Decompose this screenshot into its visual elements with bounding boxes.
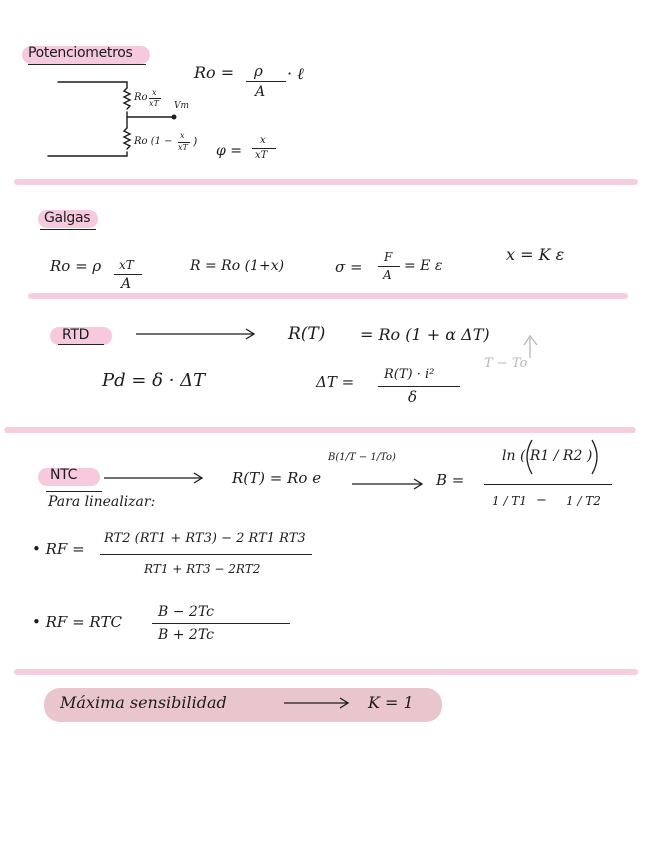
ntc-rf2-num: B − 2Tc bbox=[158, 604, 214, 620]
section-title-galgas: Galgas bbox=[44, 210, 91, 226]
title-underline bbox=[46, 491, 102, 492]
pot-phi-num: x bbox=[260, 135, 266, 146]
title-underline bbox=[28, 64, 146, 65]
pot-formula-lhs: Ro = bbox=[194, 63, 235, 82]
pot-phi-frac bbox=[252, 148, 276, 149]
footer-result: K = 1 bbox=[368, 693, 414, 712]
rtd-rt: R(T) bbox=[288, 324, 326, 344]
section-title-ntc: NTC bbox=[50, 467, 78, 483]
galgas-ro-num: xT bbox=[119, 258, 134, 272]
galgas-x-eq: x = K ε bbox=[506, 245, 565, 264]
rtd-dt-lhs: ΔT = bbox=[316, 373, 355, 391]
pot-phi-den: xT bbox=[255, 150, 268, 161]
ntc-rf1-den: RT1 + RT3 − 2RT2 bbox=[144, 562, 261, 576]
ntc-b-frac bbox=[484, 484, 612, 485]
rtd-rt-rhs: = Ro (1 + α ΔT) bbox=[360, 325, 490, 344]
section-title-potenciometros: Potenciometros bbox=[28, 45, 133, 61]
galgas-sigma-lhs: σ = bbox=[335, 258, 363, 276]
pot-phi-lhs: φ = bbox=[216, 143, 242, 159]
arrow-right-icon bbox=[104, 473, 202, 483]
ntc-subtitle: Para linealizar: bbox=[48, 494, 156, 510]
ntc-rf1-num: RT2 (RT1 + RT3) − 2 RT1 RT3 bbox=[104, 531, 306, 546]
galgas-ro-den: A bbox=[121, 276, 132, 292]
galgas-ro-lhs: Ro = ρ bbox=[50, 257, 102, 275]
footer-label: Máxima sensibilidad bbox=[60, 693, 227, 712]
pot-r-top-label: Ro bbox=[134, 92, 148, 103]
pot-r-bot-label: Ro (1 − bbox=[134, 136, 173, 147]
rtd-t-note: T − To bbox=[484, 356, 528, 371]
galgas-sigma-num: F bbox=[384, 250, 393, 264]
ntc-rt-eq: R(T) = Ro e bbox=[232, 469, 322, 487]
ntc-rf2-den: B + 2Tc bbox=[158, 627, 214, 643]
section-divider bbox=[28, 293, 628, 299]
ntc-b-lhs: B = bbox=[436, 471, 465, 489]
rtd-dt-num: R(T) · i² bbox=[384, 367, 435, 382]
pot-rho: ρ bbox=[254, 62, 263, 80]
pot-r-bot-xt: xT bbox=[178, 143, 188, 152]
ntc-exponent: B(1/T − 1/To) bbox=[328, 452, 396, 463]
galgas-ro-frac bbox=[114, 274, 142, 275]
pot-r-bot-close: ) bbox=[193, 135, 198, 148]
ntc-b-num: ln ( R1 / R2 ) bbox=[502, 448, 593, 464]
pot-vm: Vm bbox=[174, 101, 190, 111]
pot-length: · ℓ bbox=[287, 64, 304, 83]
ntc-rf1-frac bbox=[100, 554, 312, 555]
galgas-sigma-frac bbox=[378, 266, 400, 267]
pot-r-bot-x: x bbox=[180, 131, 185, 140]
arrow-right-icon bbox=[352, 479, 422, 489]
arrow-up-icon bbox=[524, 336, 537, 358]
pot-frac-line bbox=[246, 81, 286, 82]
galgas-r-eq: R = Ro (1+x) bbox=[190, 258, 285, 274]
title-underline bbox=[58, 344, 104, 345]
rtd-dt-frac bbox=[378, 386, 460, 387]
ntc-b-den-b: 1 / T2 bbox=[566, 494, 601, 508]
ntc-b-den-a: 1 / T1 bbox=[492, 494, 527, 508]
ntc-rf2-frac bbox=[152, 623, 290, 624]
pot-r-top-xt: xT bbox=[149, 99, 159, 108]
galgas-sigma-den: A bbox=[383, 268, 392, 282]
rtd-dt-den: δ bbox=[408, 388, 418, 406]
title-underline bbox=[40, 229, 96, 230]
ntc-b-den-minus: − bbox=[536, 493, 547, 508]
pot-r-top-x: x bbox=[152, 88, 157, 97]
arrow-right-icon bbox=[136, 329, 254, 339]
pot-area: A bbox=[255, 84, 266, 100]
rtd-pd: Pd = δ · ΔT bbox=[102, 370, 206, 391]
section-divider bbox=[4, 427, 636, 433]
section-divider bbox=[14, 669, 638, 675]
section-title-rtd: RTD bbox=[62, 327, 90, 343]
ntc-rf1-lhs: • RF = bbox=[32, 540, 85, 558]
galgas-sigma-rhs: = E ε bbox=[404, 258, 443, 274]
ntc-rf2-lhs: • RF = RTC bbox=[32, 613, 122, 631]
section-divider bbox=[14, 179, 638, 185]
